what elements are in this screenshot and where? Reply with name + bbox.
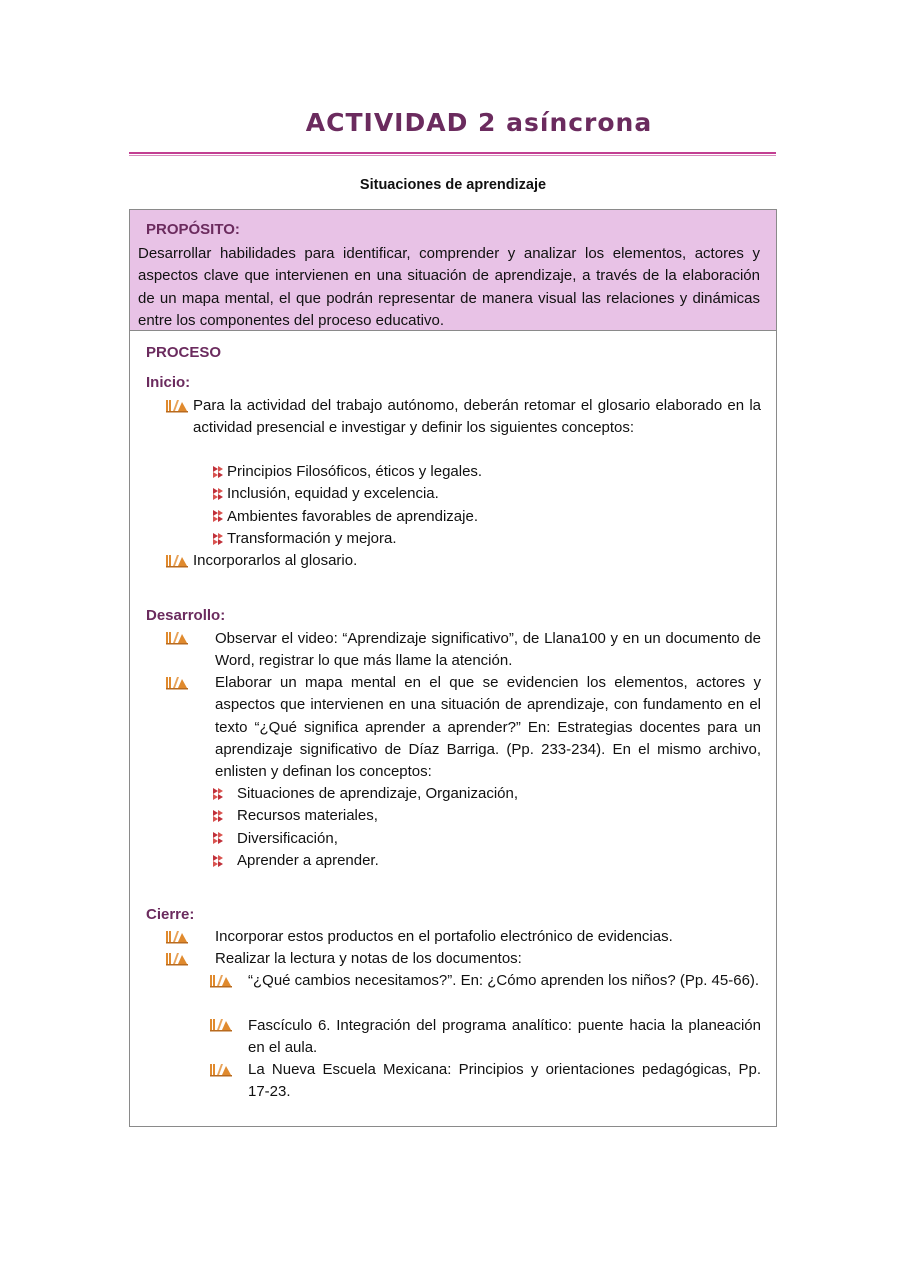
desarrollo-subitem-1: Situaciones de aprendizaje, Organización, <box>237 785 519 802</box>
arrow-bullet-icon <box>211 854 225 868</box>
desarrollo-item-1: Observar el video: “Aprendizaje significativo”, de Llana100 y en un documento de Word, registrar lo que más llame la atención. <box>215 630 761 670</box>
arrow-bullet-icon <box>211 509 225 523</box>
book-bullet-icon <box>210 974 232 988</box>
cierre-heading: Cierre: <box>146 906 195 923</box>
inicio-item-1: Para la actividad del trabajo autónomo, deberán retomar el glosario elaborado en la actividad presencial e investigar y definir los siguientes conceptos: <box>193 397 761 437</box>
book-bullet-icon <box>166 952 188 966</box>
book-bullet-icon <box>166 554 188 568</box>
book-bullet-icon <box>166 676 188 690</box>
desarrollo-subitem-2: Recursos materiales, <box>237 807 378 824</box>
book-bullet-icon <box>210 1018 232 1032</box>
arrow-bullet-icon <box>211 787 225 801</box>
purpose-section <box>130 210 776 331</box>
arrow-bullet-icon <box>211 487 225 501</box>
cierre-item-2: Realizar la lectura y notas de los documentos: <box>215 950 522 967</box>
inicio-subitem-2: Inclusión, equidad y excelencia. <box>227 485 439 502</box>
book-bullet-icon <box>166 631 188 645</box>
desarrollo-subitem-4: Aprender a aprender. <box>237 852 379 869</box>
inicio-subitem-3: Ambientes favorables de aprendizaje. <box>227 508 478 525</box>
inicio-subitem-4: Transformación y mejora. <box>227 530 397 547</box>
desarrollo-subitem-3: Diversificación, <box>237 830 338 847</box>
arrow-bullet-icon <box>211 831 225 845</box>
arrow-bullet-icon <box>211 532 225 546</box>
book-bullet-icon <box>166 399 188 413</box>
desarrollo-item-2: Elaborar un mapa mental en el que se evidencien los elementos, actores y aspectos que intervienen en una situación de aprendizaje, con fundamento en el texto “¿Qué significa aprender a aprender?” En: Estrategias docentes para un aprendizaje significativo de Díaz Barriga. (Pp. 233-234). En el mismo archivo, enlisten y definan los conceptos: <box>215 674 761 781</box>
inicio-item-2: Incorporarlos al glosario. <box>193 552 358 569</box>
cierre-subitem-3: La Nueva Escuela Mexicana: Principios y orientaciones pedagógicas, Pp. 17-23. <box>248 1061 761 1101</box>
cierre-subitem-1: “¿Qué cambios necesitamos?”. En: ¿Cómo aprenden los niños? (Pp. 45-66). <box>248 972 760 989</box>
page-title: ACTIVIDAD 2 asíncrona <box>305 108 653 137</box>
inicio-subitem-1: Principios Filosóficos, éticos y legales. <box>227 463 483 480</box>
desarrollo-heading: Desarrollo: <box>146 607 226 624</box>
title-divider <box>129 152 776 156</box>
book-bullet-icon <box>210 1063 232 1077</box>
process-heading: PROCESO <box>146 344 222 361</box>
inicio-heading: Inicio: <box>146 374 191 391</box>
purpose-text: Desarrollar habilidades para identificar, comprender y analizar los elementos, actores y aspectos clave que intervienen en una situación de aprendizaje, a través de la elaboración de un mapa mental, el que podrán representar de manera visual las relaciones y dinámicas entre los componentes del proceso educativo. <box>138 245 760 329</box>
page-subtitle: Situaciones de aprendizaje <box>359 177 547 193</box>
book-bullet-icon <box>166 930 188 944</box>
arrow-bullet-icon <box>211 465 225 479</box>
cierre-subitem-2: Fascículo 6. Integración del programa analítico: puente hacia la planeación en el aula. <box>248 1017 761 1057</box>
purpose-heading: PROPÓSITO: <box>146 221 240 238</box>
arrow-bullet-icon <box>211 809 225 823</box>
activity-table <box>129 209 777 1127</box>
cierre-item-1: Incorporar estos productos en el portafolio electrónico de evidencias. <box>215 928 673 945</box>
